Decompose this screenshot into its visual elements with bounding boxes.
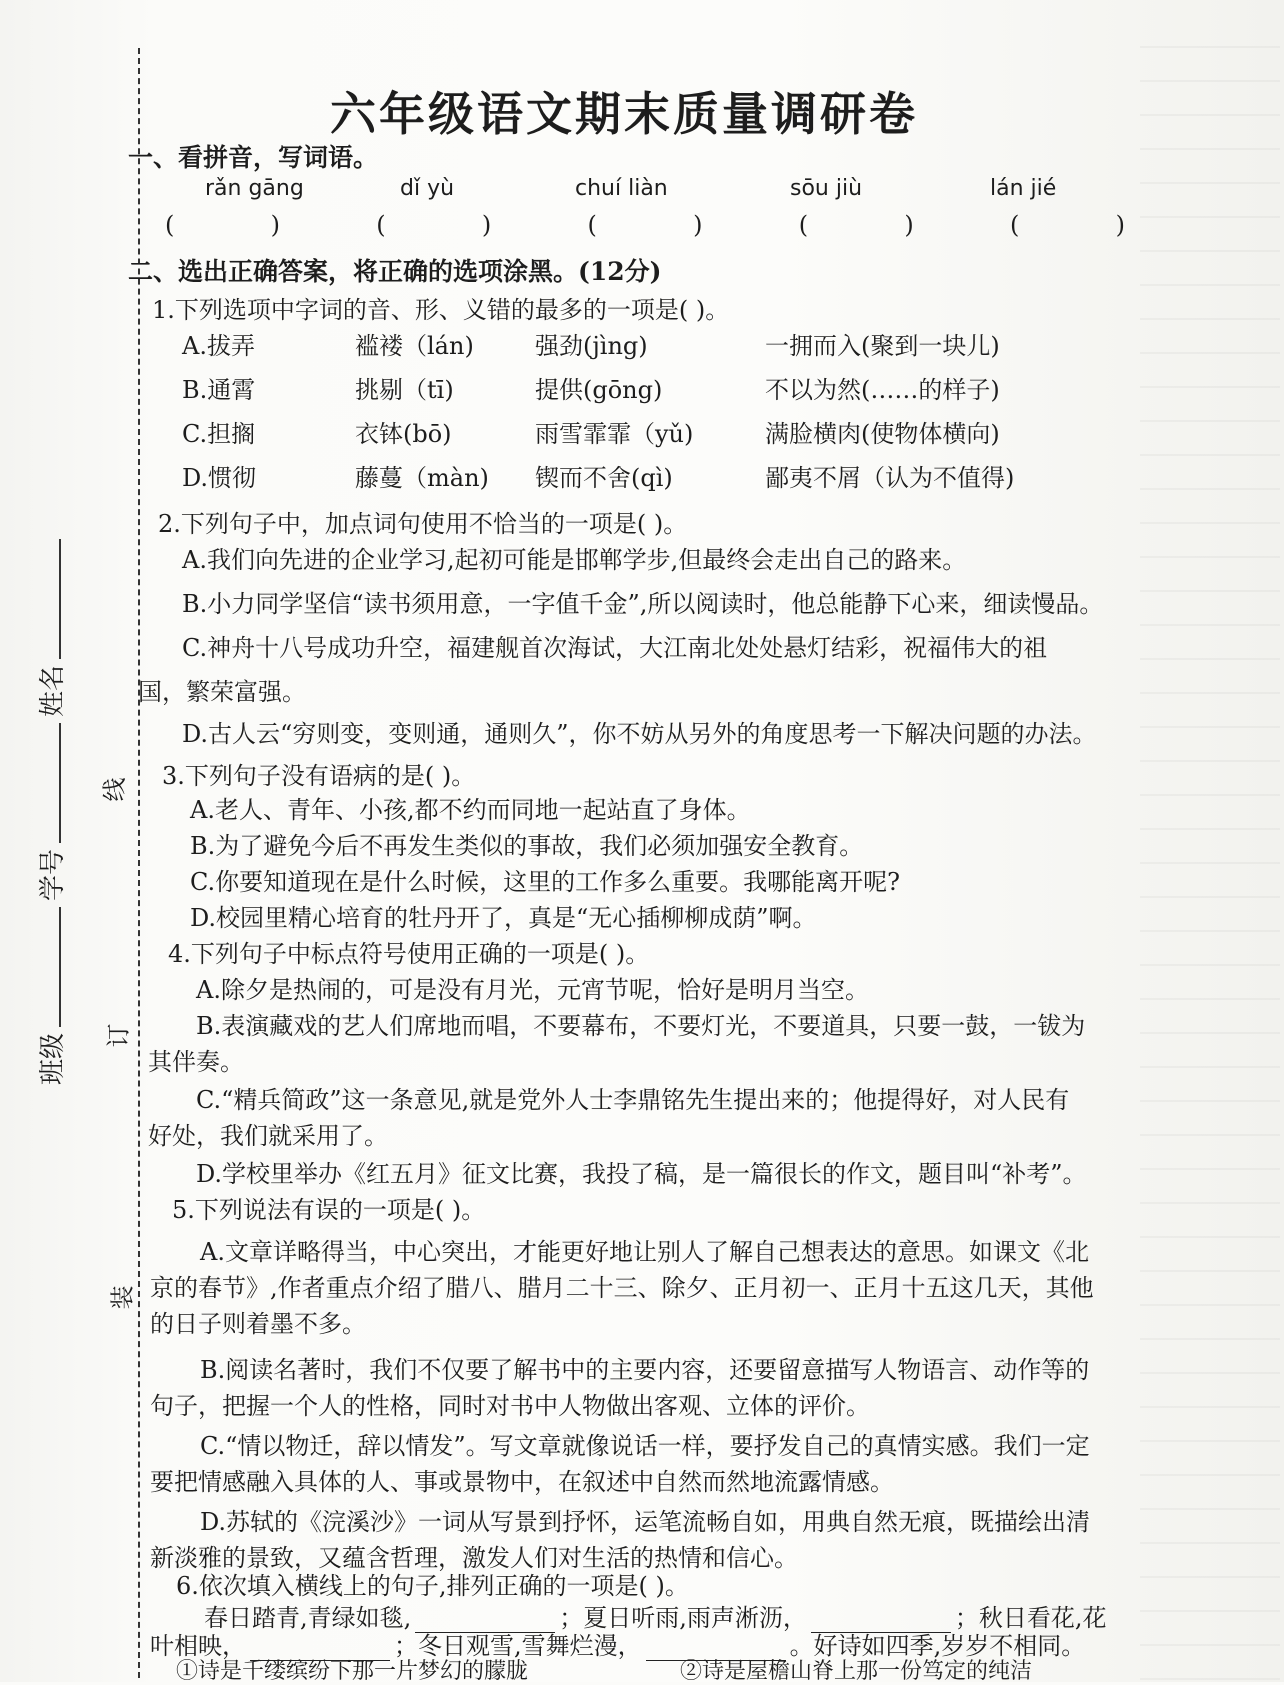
q5-stem: 5.下列说法有误的一项是( )。 xyxy=(172,1196,486,1224)
section1-heading: 一、看拼音，写词语。 xyxy=(128,143,379,172)
q5-d-1: D.苏轼的《浣溪沙》一词从写景到抒怀，运笔流畅自如，用典自然无痕，既描绘出清 xyxy=(200,1508,1091,1536)
q2-d: D.古人云“穷则变，变则通，通则久”，你不妨从另外的角度思考一下解决问题的办法。 xyxy=(182,720,1097,748)
q5-a-3: 的日子则着墨不多。 xyxy=(150,1310,366,1338)
name-label: 姓名 xyxy=(38,664,68,717)
q6-stem: 6.依次填入横线上的句子,排列正确的一项是( )。 xyxy=(176,1572,689,1600)
q1-a-3: 强劲(jìng) xyxy=(535,332,648,360)
bleed-through-text xyxy=(1140,40,1280,1680)
q3-a: A.老人、青年、小孩,都不约而同地一起站直了身体。 xyxy=(190,796,751,824)
q3-c: C.你要知道现在是什么时候，这里的工作多么重要。我哪能离开呢? xyxy=(190,868,901,896)
answer-box-2-close[interactable]: ) xyxy=(481,211,492,239)
q5-a-2: 京的春节》,作者重点介绍了腊八、腊月二十三、除夕、正月初一、正月十五这几天，其他 xyxy=(150,1274,1094,1302)
answer-box-4-open[interactable]: ( xyxy=(798,211,809,239)
q4-c-2: 好处，我们就采用了。 xyxy=(148,1122,388,1150)
q2-c-2: 国，繁荣富强。 xyxy=(138,678,306,706)
q3-stem: 3.下列句子没有语病的是( )。 xyxy=(162,762,476,790)
q1-c-1: C.担搁 xyxy=(182,420,256,448)
q1-stem: 1.下列选项中字词的音、形、义错的最多的一项是( )。 xyxy=(152,296,730,324)
q4-b-2: 其伴奏。 xyxy=(148,1048,244,1076)
q5-c-1: C.“情以物迁，辞以情发”。写文章就像说话一样，要抒发自己的真情实感。我们一定 xyxy=(200,1432,1090,1460)
section2-heading: 二、选出正确答案，将正确的选项涂黑。(12分) xyxy=(128,257,662,286)
answer-box-3-close[interactable]: ) xyxy=(693,211,703,239)
pinyin-5: lán jié xyxy=(990,176,1057,201)
q1-a-4: 一拥而入(聚到一块儿) xyxy=(765,332,1000,360)
pinyin-4: sōu jiù xyxy=(790,176,863,201)
q6-line2-part1: 叶相映， xyxy=(150,1632,246,1660)
q1-c-4: 满脸横肉(使物体横向) xyxy=(765,420,1000,448)
q1-d-2: 藤蔓（màn) xyxy=(355,464,489,492)
q4-a: A.除夕是热闹的，可是没有月光，元宵节呢，恰好是明月当空。 xyxy=(196,976,869,1004)
q2-b: B.小力同学坚信“读书须用意，一字值千金”,所以阅读时，他总能静下心来，细读慢品。 xyxy=(182,590,1104,618)
q1-a-1: A.拔弄 xyxy=(182,332,255,360)
q2-c-1: C.神舟十八号成功升空，福建舰首次海试，大江南北处处悬灯结彩，祝福伟大的祖 xyxy=(182,634,1048,662)
margin-mark-ding: 订 xyxy=(104,1023,133,1048)
q3-b: B.为了避免今后不再发生类似的事故，我们必须加强安全教育。 xyxy=(190,832,864,860)
q5-c-2: 要把情感融入具体的人、事或景物中，在叙述中自然而然地流露情感。 xyxy=(150,1468,894,1496)
student-info-fields xyxy=(32,533,69,1085)
q2-a: A.我们向先进的企业学习,起初可能是邯郸学步,但最终会走出自己的路来。 xyxy=(182,546,967,574)
q3-d: D.校园里精心培育的牡丹开了，真是“无心插柳柳成荫”啊。 xyxy=(190,904,817,932)
q1-c-3: 雨雪霏霏（yǔ) xyxy=(535,420,694,448)
q4-d: D.学校里举办《红五月》征文比赛，我投了稿，是一篇很长的作文，题目叫“补考”。 xyxy=(196,1160,1087,1188)
page-title: 六年级语文期末质量调研卷 xyxy=(330,87,918,141)
q2-stem: 2.下列句子中，加点词句使用不恰当的一项是( )。 xyxy=(158,510,688,538)
number-label: 学号 xyxy=(38,848,68,901)
pinyin-2: dǐ yù xyxy=(400,176,455,201)
pinyin-1: rǎn gāng xyxy=(205,176,304,201)
answer-box-5-close[interactable]: ) xyxy=(1115,211,1125,239)
q5-b-2: 句子，把握一个人的性格，同时对书中人物做出客观、立体的评价。 xyxy=(150,1392,870,1420)
q6-line2-part2: ；冬日观雪,雪舞烂漫， xyxy=(394,1632,642,1660)
q4-b-1: B.表演藏戏的艺人们席地而唱，不要幕布，不要灯光，不要道具，只要一鼓，一钹为 xyxy=(196,1012,1086,1040)
q1-b-2: 挑剔（tī) xyxy=(355,376,454,404)
q1-b-4: 不以为然(……的样子) xyxy=(765,376,1000,404)
answer-box-3-open[interactable]: ( xyxy=(587,211,597,239)
q1-d-4: 鄙夷不屑（认为不值得) xyxy=(765,464,1015,492)
answer-box-1-close[interactable]: ) xyxy=(270,211,280,239)
q1-a-2: 褴褛（lán) xyxy=(355,332,474,360)
name-input[interactable] xyxy=(59,539,61,659)
q4-c-1: C.“精兵简政”这一条意见,就是党外人士李鼎铭先生提出来的；他提得好，对人民有 xyxy=(196,1086,1070,1114)
answer-box-1-open[interactable]: ( xyxy=(165,211,175,239)
class-label: 班级 xyxy=(38,1032,68,1085)
q5-d-2: 新淡雅的景致，又蕴含哲理，激发人们对生活的热情和信心。 xyxy=(150,1544,798,1572)
q1-b-3: 提供(gōng) xyxy=(535,376,663,404)
answer-box-4-close[interactable]: ) xyxy=(904,211,914,239)
q5-a-1: A.文章详略得当，中心突出，才能更好地让别人了解自己想表达的意思。如课文《北 xyxy=(200,1238,1089,1266)
q6-line1-part2: ；夏日听雨,雨声淅沥， xyxy=(559,1604,807,1632)
q6-option-2: ②诗是屋檐山脊上那一份笃定的纯洁 xyxy=(680,1659,1033,1684)
q1-d-3: 锲而不舍(qì) xyxy=(535,464,673,492)
margin-mark-xian: 线 xyxy=(100,777,129,802)
q6-line1-part1: 春日踏青,青绿如毯, xyxy=(204,1604,412,1632)
answer-box-5-open[interactable]: ( xyxy=(1010,211,1020,239)
binding-dashed-line xyxy=(138,48,140,1678)
number-input[interactable] xyxy=(59,723,61,843)
answer-boxes xyxy=(165,211,1125,239)
q6-line1-part3: ；秋日看花,花 xyxy=(954,1604,1107,1632)
class-input[interactable] xyxy=(59,907,61,1027)
q4-stem: 4.下列句子中标点符号使用正确的一项是( )。 xyxy=(168,940,650,968)
q1-d-1: D.惯彻 xyxy=(182,464,257,492)
q1-b-1: B.通霄 xyxy=(182,376,256,404)
q6-line2-part3: 。好诗如四季,岁岁不相同。 xyxy=(789,1632,1086,1660)
answer-box-2-open[interactable]: ( xyxy=(376,211,386,239)
q6-option-1: ①诗是千缕缤纷下那一片梦幻的朦胧 xyxy=(176,1659,529,1684)
pinyin-3: chuí liàn xyxy=(575,176,668,201)
q5-b-1: B.阅读名著时，我们不仅要了解书中的主要内容，还要留意描写人物语言、动作等的 xyxy=(200,1356,1090,1384)
margin-mark-zhuang: 装 xyxy=(108,1285,137,1310)
q1-c-2: 衣钵(bō) xyxy=(355,420,452,448)
